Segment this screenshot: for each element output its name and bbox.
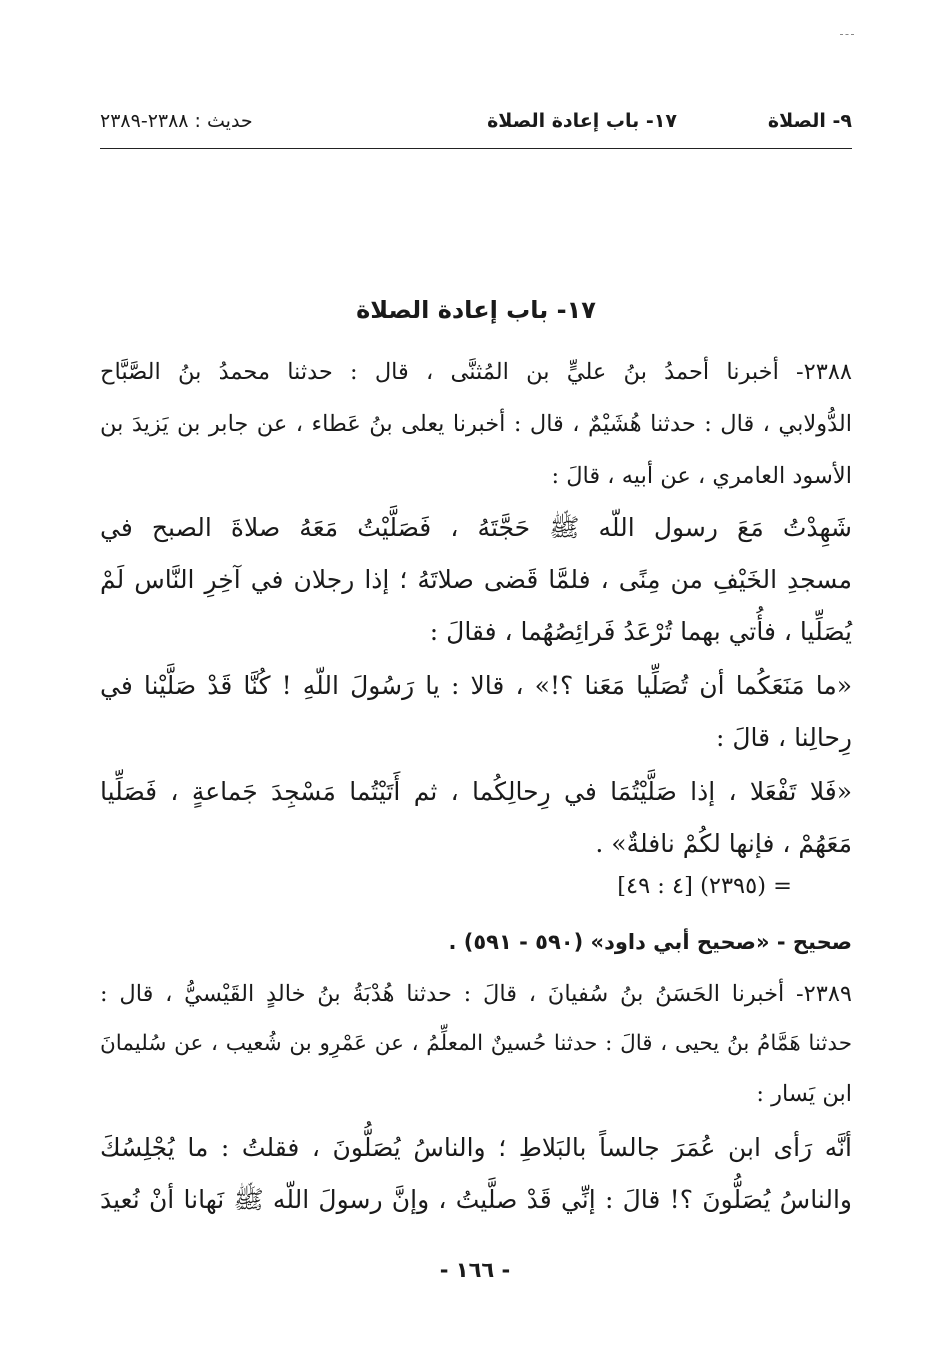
grading-note: صحيح - «صحيح أبي داود» (٥٩٠ - ٥٩١) . — [448, 930, 852, 954]
scan-mark — [840, 34, 854, 35]
text-line: مسجدِ الخَيْفِ من مِنًى ، فلمَّا قَضى صلاتَهُ ؛ إذا رجلان في آخِرِ النَّاس لَمْ — [100, 565, 852, 594]
text-line: يُصَلِّيا ، فأُتي بهما تُرْعَدُ فَرائِصُهُما ، فقالَ : — [429, 617, 852, 646]
header-section: ١٧- باب إعادة الصلاة — [487, 110, 677, 132]
text-line: «فَلا تَفْعَلا ، إذا صَلَّيْتُمَا في رِحالِكُما ، ثم أَتَيْتُما مَسْجِدَ جَماعةٍ ، فَصَلِّيا — [100, 777, 852, 806]
running-header — [100, 110, 852, 142]
text-line: شَهِدْتُ مَعَ رسول اللّه ﷺ حَجَّتَهُ ، فَصَلَّيْتُ مَعَهُ صلاةَ الصبح في — [100, 513, 852, 542]
text-line: والناسُ يُصَلُّونَ ؟! قالَ : إنِّي قَدْ صلَّيتُ ، وإنَّ رسولَ اللّه ﷺ نَهانا أنْ نُعيدَ — [100, 1185, 852, 1214]
text-line: مَعَهُمْ ، فإنها لكُمْ نافلةٌ» . — [595, 829, 852, 858]
section-title: ١٧- باب إعادة الصلاة — [356, 296, 596, 324]
text-line: حدثنا هَمَّامُ بنُ يحيى ، قالَ : حدثنا حُسينٌ المعلِّمُ ، عن عَمْرِو بن شُعيب ، عن سُليمانَ — [100, 1031, 852, 1056]
text-line: الدُّولابي ، قال : حدثنا هُشَيْمٌ ، قال : أخبرنا يعلى بنُ عَطاء ، عن جابر بن يَزيدَ بن — [100, 411, 852, 437]
text-line: ٢٣٨٩- أخبرنا الحَسَنُ بنُ سُفيانَ ، قالَ : حدثنا هُدْبَةُ بنُ خالدٍ القَيْسيُّ ، قال : — [100, 981, 852, 1007]
text-line: أنَّه رَأى ابن عُمَرَ جالساً بالبَلاطِ ؛ والناسُ يُصَلُّونَ ، فقلتُ : ما يُجْلِسُكَ — [100, 1133, 852, 1162]
header-chapter: ٩- الصلاة — [767, 110, 852, 132]
header-hadith-range: حديث : ٢٣٨٨-٢٣٨٩ — [100, 110, 253, 132]
page-number: - ١٦٦ - — [439, 1258, 511, 1282]
text-line: ابن يَسار : — [756, 1081, 852, 1107]
header-rule — [100, 148, 852, 149]
cross-reference: = (٢٣٩٥) [٤ : ٤٩] — [617, 873, 792, 899]
text-line: الأسود العامري ، عن أبيه ، قالَ : — [551, 463, 852, 489]
text-line: ٢٣٨٨- أخبرنا أحمدُ بنُ عليٍّ بن المُثنَّى ، قال : حدثنا محمدُ بنُ الصَّبَّاح — [100, 359, 852, 385]
text-line: «ما مَنَعَكُما أن تُصَلِّيا مَعَنا ؟!» ، قالا : يا رَسُولَ اللّهِ ! كُنَّا قَدْ صَلَّيْنا في — [100, 671, 852, 700]
text-line: رِحالِنا ، قالَ : — [716, 723, 852, 752]
